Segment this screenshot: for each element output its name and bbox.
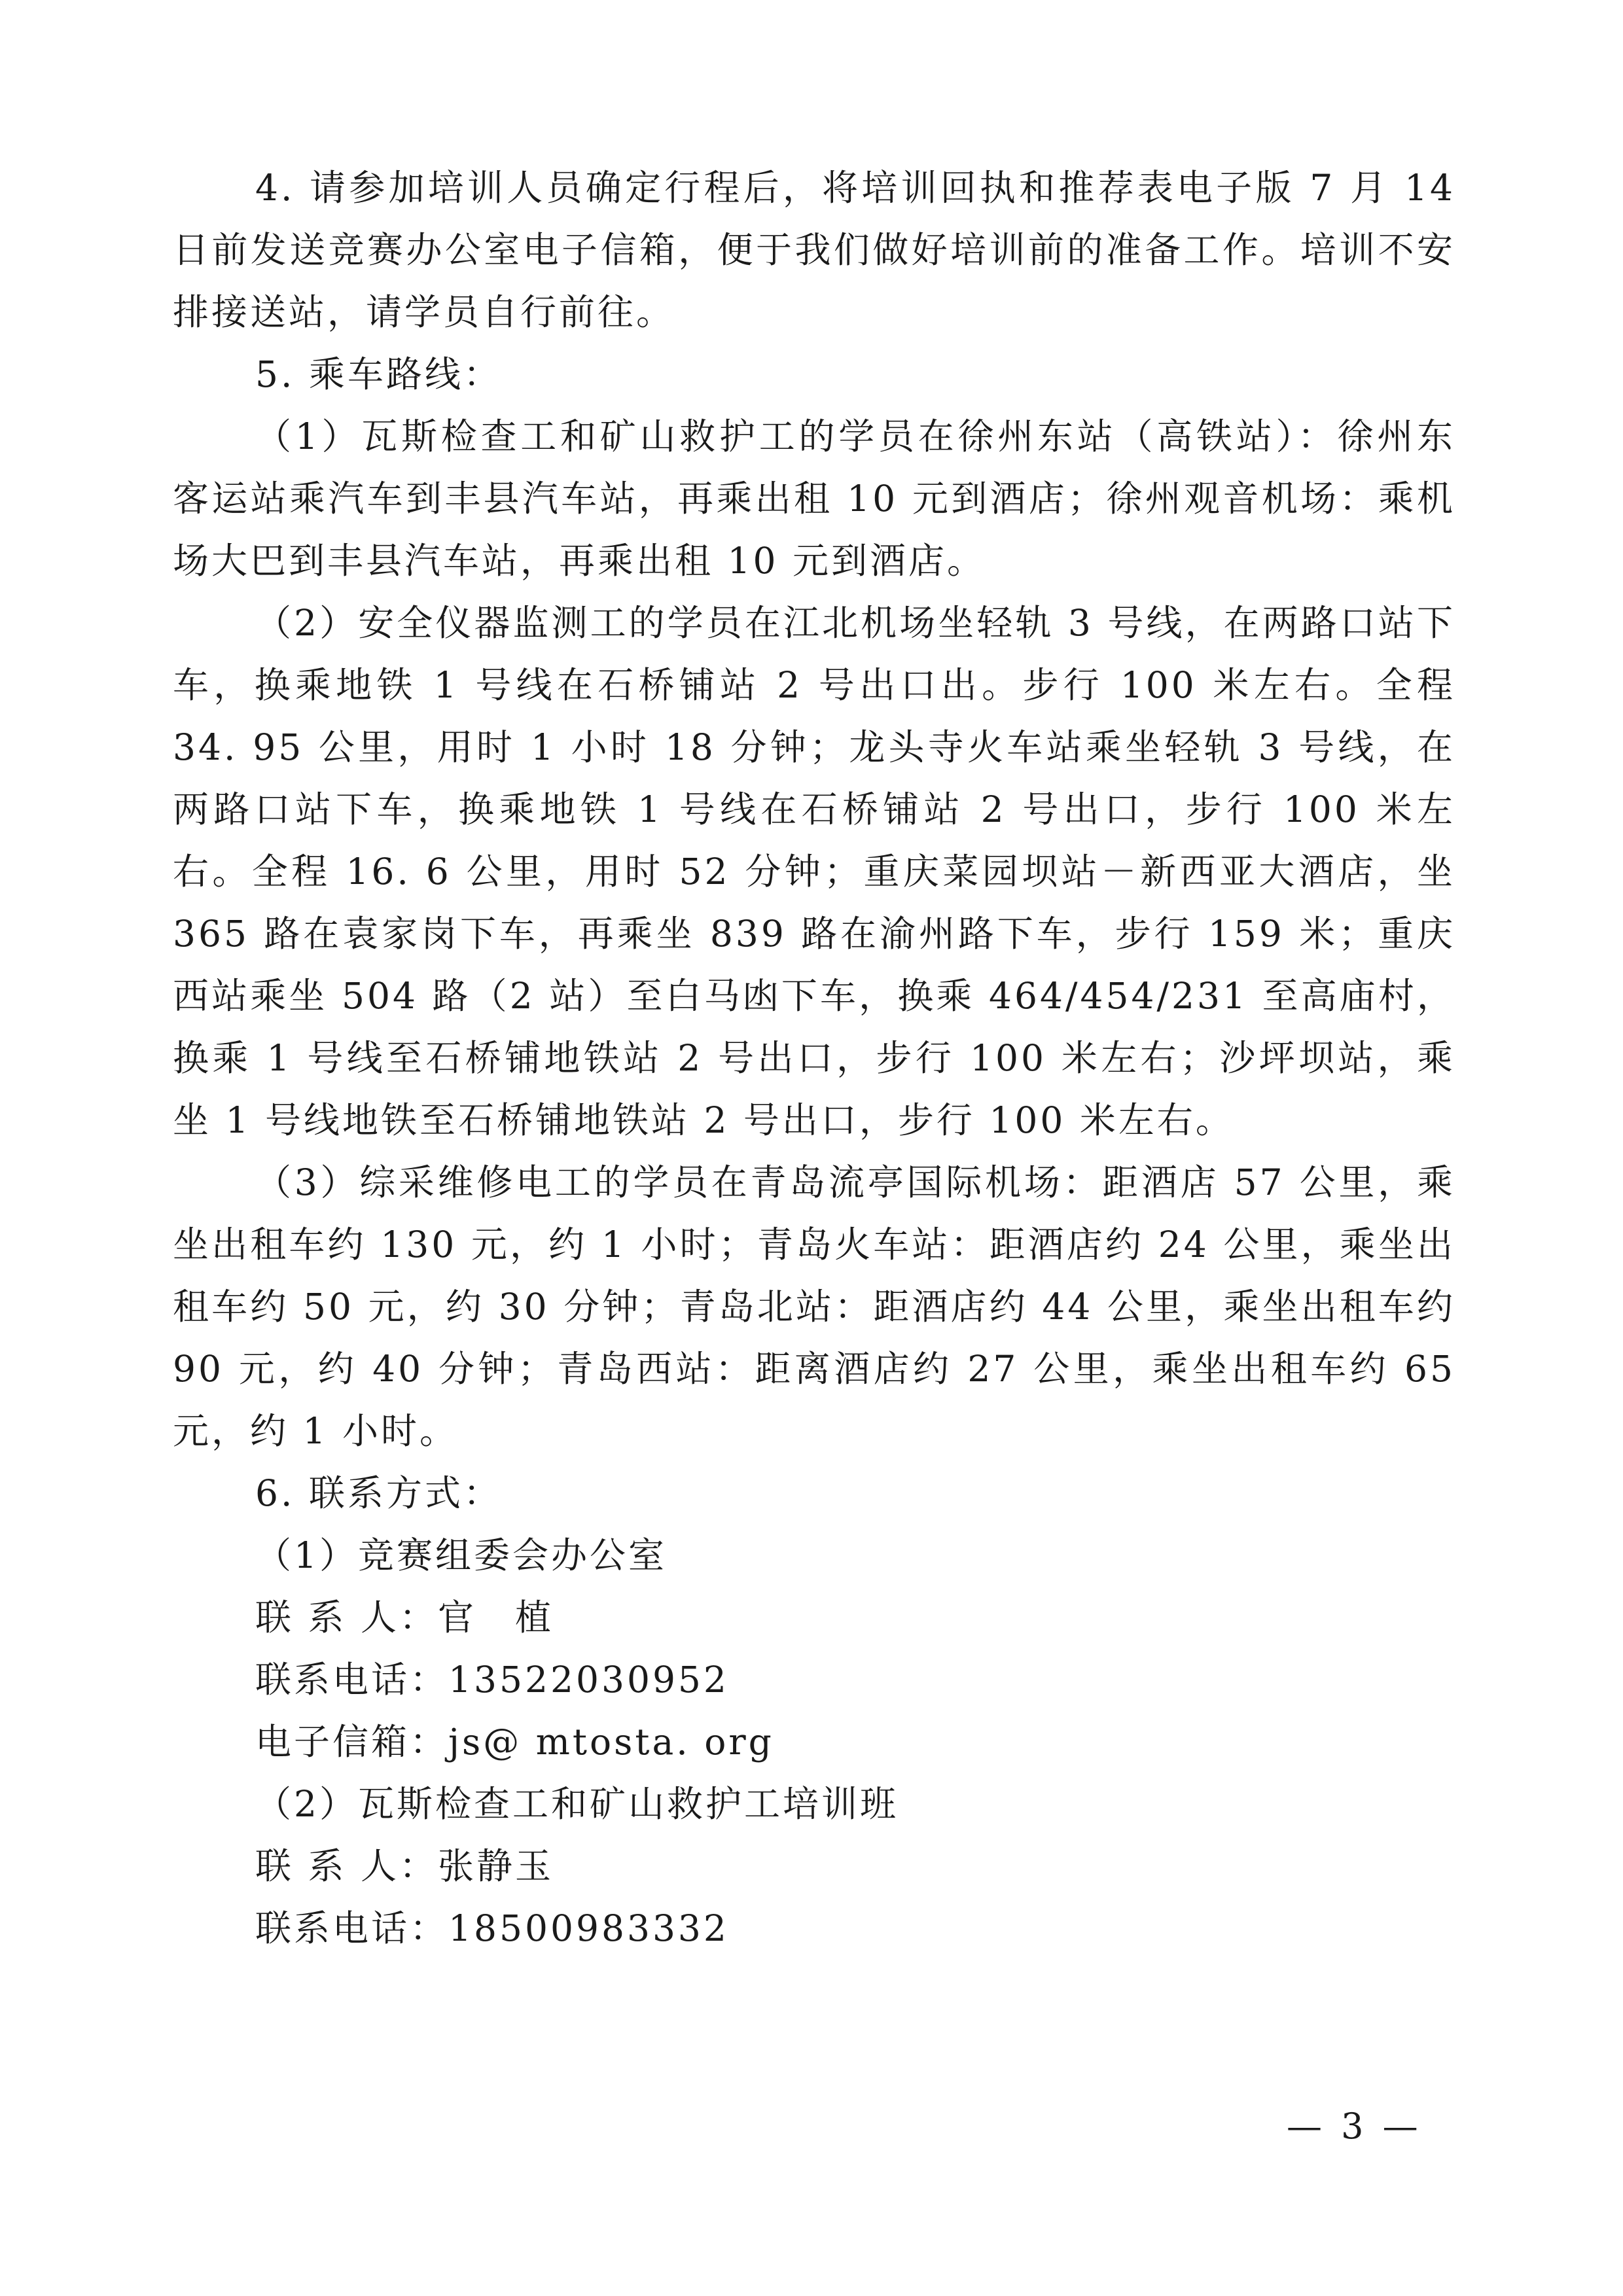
contact-office-email: 电子信箱：js@ mtosta. org	[255, 1721, 774, 1763]
page-number: — 3 —	[1287, 2106, 1422, 2147]
contact-class-title: （2）瓦斯检查工和矿山救护工培训班	[255, 1783, 899, 1825]
contact-office-phone: 联系电话：13522030952	[255, 1659, 729, 1701]
paragraph-route-heading: 5. 乘车路线：	[255, 353, 502, 395]
paragraph-itinerary: 4. 请参加培训人员确定行程后，将培训回执和推荐表电子版 7 月 14 日前发送竞赛办公室电子信箱，便于我们做好培训前的准备工作。培训不安排接送站，请学员自行前往。	[173, 167, 1455, 333]
contact-office-person: 联 系 人：官 植	[255, 1597, 554, 1638]
paragraph-contact-heading: 6. 联系方式：	[255, 1472, 502, 1514]
contact-class-phone: 联系电话：18500983332	[255, 1907, 729, 1949]
contact-class-person: 联 系 人：张静玉	[255, 1845, 554, 1887]
paragraph-route-xuzhou: （1）瓦斯检查工和矿山救护工的学员在徐州东站（高铁站）：徐州东客运站乘汽车到丰县汽车站，再乘出租 10 元到酒店；徐州观音机场：乘机场大巴到丰县汽车站，再乘出租 10 元到酒店。	[173, 415, 1455, 582]
contact-office-title: （1）竞赛组委会办公室	[255, 1534, 667, 1576]
document-page	[173, 157, 1455, 1960]
paragraph-route-chongqing: （2）安全仪器监测工的学员在江北机场坐轻轨 3 号线，在两路口站下车，换乘地铁 1 号线在石桥铺站 2 号出口出。步行 100 米左右。全程 34. 95 公里，用时 1 小时 18 分钟；龙头寺火车站乘坐轻轨 3 号线，在两路口站下车，换乘地铁 1 号线在石桥铺站 2 号出口，步行 100 米左右。全程 16. 6 公里，用时 52 分钟；重庆菜园坝站－新西亚大酒店，坐 365 路在袁家岗下车，再乘坐 839 路在渝州路下车，步行 159 米；重庆西站乘坐 504 路（2 站）至白马凼下车，换乘 464/454/231 至高庙村，换乘 1 号线至石桥铺地铁站 2 号出口，步行 100 米左右；沙坪坝站，乘坐 1 号线地铁至石桥铺地铁站 2 号出口，步行 100 米左右。	[173, 602, 1455, 1141]
paragraph-route-qingdao: （3）综采维修电工的学员在青岛流亭国际机场：距酒店 57 公里，乘坐出租车约 130 元，约 1 小时；青岛火车站：距酒店约 24 公里，乘坐出租车约 50 元，约 30 分钟；青岛北站：距酒店约 44 公里，乘坐出租车约 90 元，约 40 分钟；青岛西站：距离酒店约 27 公里，乘坐出租车约 65 元，约 1 小时。	[173, 1161, 1455, 1452]
